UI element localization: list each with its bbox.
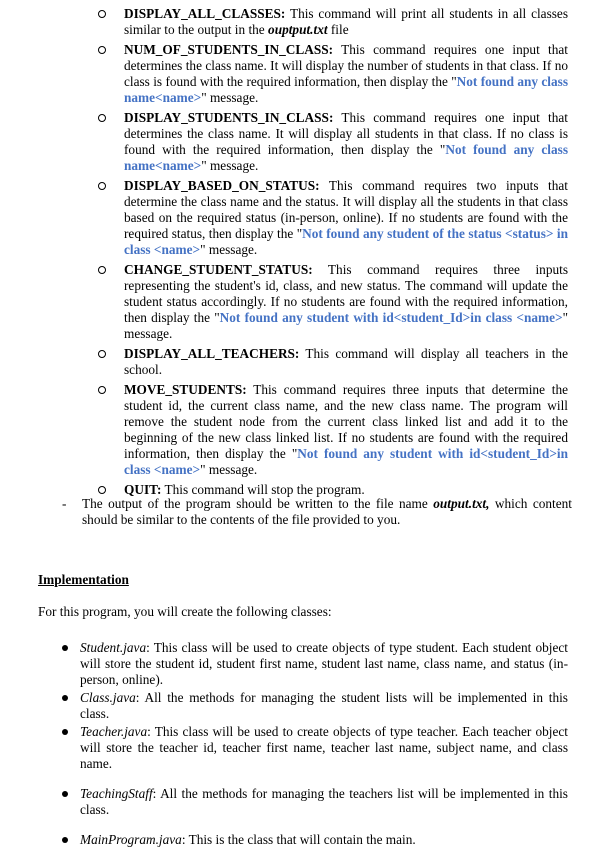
command-description: This command will stop the program. xyxy=(161,482,365,497)
error-message-text: Not found any student with id<student_Id>in class <name> xyxy=(219,310,563,325)
hollow-bullet-icon xyxy=(98,182,106,190)
command-item xyxy=(98,346,568,378)
hollow-bullet-icon xyxy=(98,10,106,18)
error-message-text: Not found any class name<name> xyxy=(124,142,568,173)
hollow-bullet-icon xyxy=(98,350,106,358)
command-name: NUM_OF_STUDENTS_IN_CLASS: xyxy=(124,42,334,57)
class-name: TeachingStaff xyxy=(80,786,153,801)
command-item xyxy=(98,42,568,106)
hollow-bullet-icon xyxy=(98,46,106,54)
command-description: This command requires one input that determines the class name. It will display the number of students in that class. If no class is found with the required information, then display the " xyxy=(124,42,568,89)
hollow-bullet-icon xyxy=(98,114,106,122)
command-description: This command requires two inputs that determine the class name and the status. It will display all the students in that class based on the required status (in-person, online). If no students are found with the required status, then display the " xyxy=(124,178,568,241)
command-name: MOVE_STUDENTS: xyxy=(124,382,247,397)
class-description: : This class will be used to create objects of type student. Each student object will store the student id, student first name, student last name, class name, and status (in-person, online). xyxy=(80,640,568,687)
bullet-icon xyxy=(62,791,68,797)
command-description: This command will display all teachers in the school. xyxy=(124,346,568,377)
command-name: DISPLAY_ALL_CLASSES: xyxy=(124,6,286,21)
hollow-bullet-icon xyxy=(98,266,106,274)
command-description: This command will print all students in all classes similar to the output in the xyxy=(124,6,568,37)
command-item xyxy=(98,178,568,258)
class-name: MainProgram.java xyxy=(80,832,182,847)
command-description: This command requires three inputs that determine the student id, the current class name, and the new class name. The program will remove the student node from the current class linked list and add it to the beginning of the new class linked list. If no students are found with the required information, then display the " xyxy=(124,382,568,461)
class-item xyxy=(62,640,568,688)
command-name: DISPLAY_STUDENTS_IN_CLASS: xyxy=(124,110,334,125)
error-message-text: Not found any student of the status <status> in class <name> xyxy=(124,226,568,257)
error-message-text: Not found any student with id<student_Id>in class <name> xyxy=(124,446,568,477)
file-reference: ouptput.txt xyxy=(268,22,328,37)
class-name: Teacher.java xyxy=(80,724,148,739)
class-description: : All the methods for managing the student lists will be implemented in this class. xyxy=(80,690,568,721)
command-description-end: " message. xyxy=(200,242,258,257)
class-description: : All the methods for managing the teachers list will be implemented in this class. xyxy=(80,786,568,817)
class-name: Student.java xyxy=(80,640,147,655)
command-name: QUIT: xyxy=(124,482,162,497)
command-item xyxy=(98,110,568,174)
command-name: CHANGE_STUDENT_STATUS: xyxy=(124,262,313,277)
error-message-text: Not found any class name<name> xyxy=(124,74,568,105)
output-note-post: which content should be similar to the contents of the file provided to you. xyxy=(82,496,572,527)
class-list xyxy=(62,640,568,850)
command-description-end: " message. xyxy=(200,462,258,477)
dash-bullet: - xyxy=(62,496,67,511)
command-description-end: " message. xyxy=(201,158,259,173)
class-item xyxy=(62,724,568,772)
class-item xyxy=(62,690,568,722)
class-description: : This class will be used to create objects of type teacher. Each teacher object will store the teacher id, teacher first name, teacher last name, subject name, and class name. xyxy=(80,724,568,771)
bullet-icon xyxy=(62,837,68,843)
command-list xyxy=(98,6,568,502)
output-note-text xyxy=(82,496,572,528)
bullet-icon xyxy=(62,729,68,735)
command-item xyxy=(98,262,568,342)
section-title: Implementation xyxy=(38,572,129,587)
command-description-end: " message. xyxy=(201,90,259,105)
hollow-bullet-icon xyxy=(98,386,106,394)
bullet-icon xyxy=(62,645,68,651)
output-file-reference: output.txt, xyxy=(433,496,490,511)
command-description-end: file xyxy=(327,22,349,37)
class-item xyxy=(62,832,568,848)
output-note xyxy=(62,496,572,528)
class-description: : This is the class that will contain the main. xyxy=(181,832,416,847)
section-intro: For this program, you will create the following classes: xyxy=(38,604,332,619)
command-item xyxy=(98,382,568,478)
class-item xyxy=(62,786,568,818)
command-name: DISPLAY_ALL_TEACHERS: xyxy=(124,346,300,361)
command-description: This command requires three inputs representing the student's id, class, and new status. The command will update the student status accordingly. If no students are found with the required information, then display the " xyxy=(124,262,568,325)
command-item xyxy=(98,6,568,38)
output-note-pre: The output of the program should be written to the file name xyxy=(82,496,434,511)
class-name: Class.java xyxy=(80,690,136,705)
bullet-icon xyxy=(62,695,68,701)
command-description-end: " message. xyxy=(124,310,569,341)
command-description: This command requires one input that determines the class name. It will display all students in that class. If no class is found with the required information, then display the " xyxy=(124,110,568,157)
hollow-bullet-icon xyxy=(98,486,106,494)
command-name: DISPLAY_BASED_ON_STATUS: xyxy=(124,178,320,193)
